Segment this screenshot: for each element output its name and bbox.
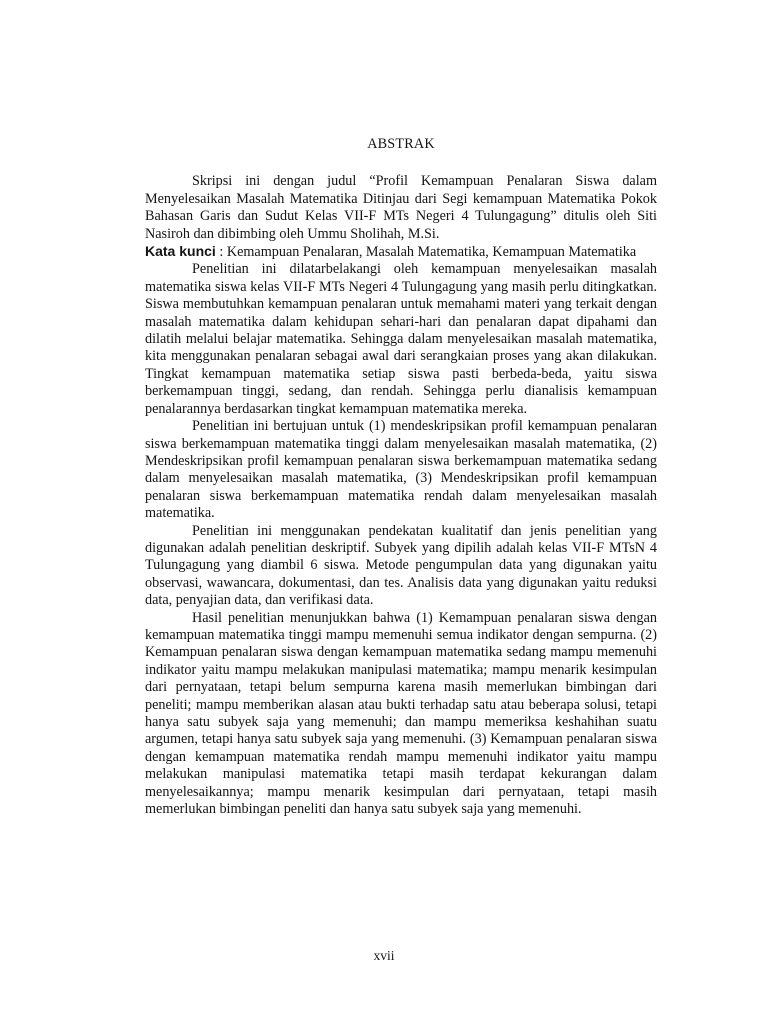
body-paragraph-background: Penelitian ini dilatarbelakangi oleh kemampuan menyelesaikan masalah matematika siswa kelas VII-F MTs Negeri 4 Tulungagung yang masih perlu ditingkatkan. Siswa membutuhkan kemampuan penalaran untuk memahami materi yang terkait dengan masalah matematika dalam kehidupan sehari-hari dan penalaran dapat dipahami dan dilatih melalui belajar matematika. Sehingga dalam menyelesaikan masalah matematika, kita menggunakan penalaran sebagai awal dari serangkaian proses yang akan dilakukan. Tingkat kemampuan matematika setiap siswa pasti berbeda-beda, yaitu siswa berkemampuan tinggi, sedang, dan rendah. Sehingga perlu dianalisis kemampuan penalarannya berdasarkan tingkat kemampuan matematika mereka. [145, 261, 657, 417]
body-paragraph-objectives: Penelitian ini bertujuan untuk (1) mendeskripsikan profil kemampuan penalaran siswa berkemampuan matematika tinggi dalam menyelesaikan masalah matematika, (2) Mendeskripsikan profil kemampuan penalaran siswa berkemampuan matematika sedang dalam menyelesaikan masalah matematika, (3) Mendeskripsikan profil kemampuan penalaran siswa berkemampuan matematika rendah dalam menyelesaikan masalah matematika. [145, 418, 657, 522]
page-number: xvii [373, 948, 395, 963]
abstract-content [145, 136, 657, 818]
keywords-label: Kata kunci [145, 243, 216, 260]
keywords-text: : Kemampuan Penalaran, Masalah Matematika, Kemampuan Matematika [215, 244, 637, 261]
intro-paragraph: Skripsi ini dengan judul “Profil Kemampuan Penalaran Siswa dalam Menyelesaikan Masalah Matematika Ditinjau dari Segi kemampuan Matematika Pokok Bahasan Garis dan Sudut Kelas VII-F MTs Negeri 4 Tulungagung” ditulis oleh Siti Nasiroh dan dibimbing oleh Ummu Sholihah, M.Si. [145, 173, 657, 242]
body-paragraph-method: Penelitian ini menggunakan pendekatan kualitatif dan jenis penelitian yang digunakan adalah penelitian deskriptif. Subyek yang dipilih adalah kelas VII-F MTsN 4 Tulungagung yang diambil 6 siswa. Metode pengumpulan data yang digunakan yaitu observasi, wawancara, dokumentasi, dan tes. Analisis data yang digunakan yaitu reduksi data, penyajian data, dan verifikasi data. [145, 522, 657, 609]
keywords-line [145, 243, 657, 261]
page-title: ABSTRAK [367, 136, 435, 152]
body-paragraph-results: Hasil penelitian menunjukkan bahwa (1) Kemampuan penalaran siswa dengan kemampuan matematika tinggi mampu memenuhi semua indikator dengan sempurna. (2) Kemampuan penalaran siswa dengan kemampuan matematika sedang mampu memenuhi indikator yaitu mampu melakukan manipulasi matematika; mampu menarik kesimpulan dari pernyataan, tetapi belum sempurna karena masih memerlukan bimbingan dari peneliti; mampu memberikan alasan atau bukti terhadap satu atau beberapa solusi, tetapi hanya satu subyek saja yang memenuhi; dan mampu memeriksa keshahihan suatu argumen, tetapi hanya satu subyek saja yang memenuhi. (3) Kemampuan penalaran siswa dengan kemampuan matematika rendah mampu memenuhi indikator yaitu mampu melakukan manipulasi matematika tetapi masih terdapat kekurangan dalam menyelesaikannya; mampu menarik kesimpulan dari pernyataan, tetapi masih memerlukan bimbingan peneliti dan hanya satu subyek saja yang memenuhi. [145, 609, 657, 818]
